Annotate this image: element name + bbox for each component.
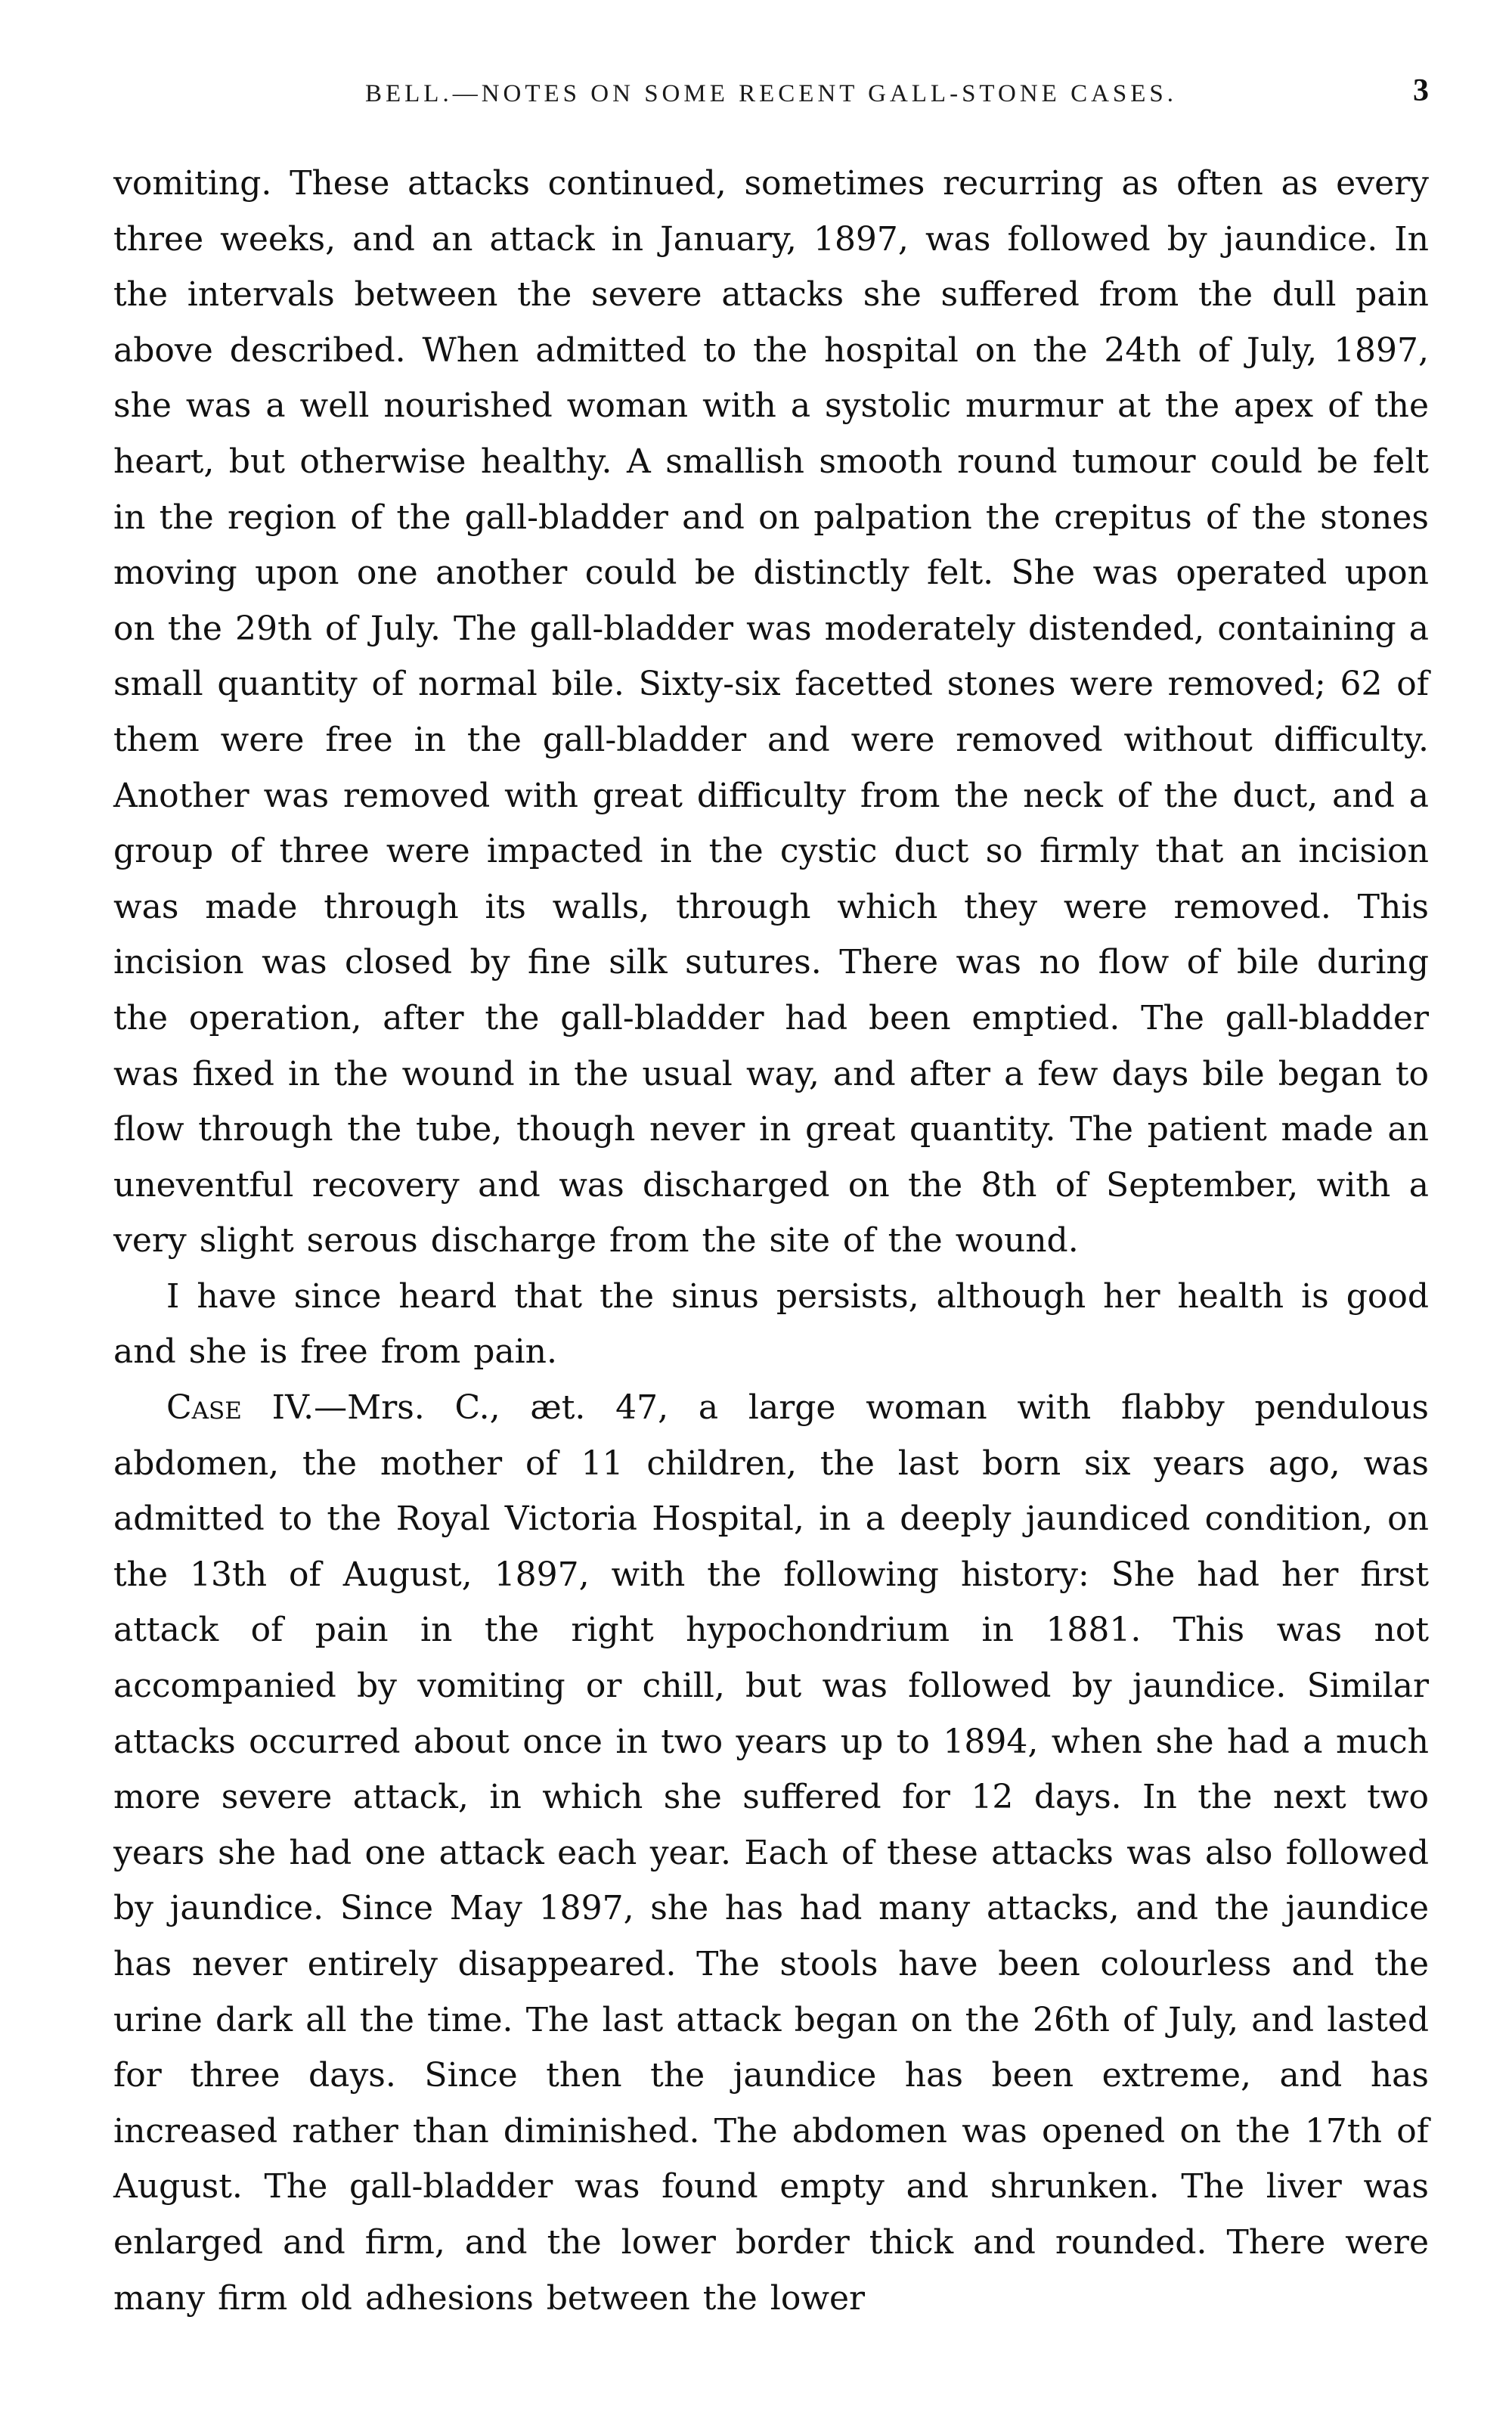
- body-text: [113, 156, 1429, 2326]
- running-title: BELL.—NOTES ON SOME RECENT GALL-STONE CASES.: [364, 80, 1178, 107]
- page-number: 3: [1413, 73, 1429, 108]
- paragraph-case-iv: [113, 1380, 1429, 2326]
- case-heading: Case IV.: [166, 1388, 314, 1428]
- running-header: [113, 73, 1429, 133]
- paragraph-follow-up: I have since heard that the sinus persists, although her health is good and she is free from pain.: [113, 1276, 1429, 1372]
- case-iv-text: —Mrs. C., æt. 47, a large woman with flabby pendulous abdomen, the mother of 11 children, the last born six years ago, was admitted to the Royal Victoria Hospital, in a deeply jaundiced condition, on the 13th of August, 1897, with the following history: She had her first attack of pain in the right hypochondrium in 1881. This was not accompanied by vomiting or chill, but was followed by jaundice. Similar attacks occurred about once in two years up to 1894, when she had a much more severe attack, in which she suffered for 12 days. In the next two years she had one attack each year. Each of these attacks was also followed by jaundice. Since May 1897, she has had many attacks, and the jaundice has never entirely disappeared. The stools have been colourless and the urine dark all the time. The last attack began on the 26th of July, and lasted for three days. Since then the jaundice has been extreme, and has increased rather than diminished. The abdomen was opened on the 17th of August. The gall-bladder was found empty and shrunken. The liver was enlarged and firm, and the lower border thick and rounded. There were many firm old adhesions between the lower: [113, 1388, 1430, 2318]
- paragraph-case-iii-continued: vomiting. These attacks continued, sometimes recurring as often as every three weeks, and an attack in January, 1897, was followed by jaundice. In the intervals between the severe attacks she suffered from the dull pain above described. When admitted to the hospital on the 24th of July, 1897, she was a well nourished woman with a systolic murmur at the apex of the heart, but otherwise healthy. A smallish smooth round tumour could be felt in the region of the gall-bladder and on palpation the crepitus of the stones moving upon one another could be distinctly felt. She was operated upon on the 29th of July. The gall-bladder was moderately distended, containing a small quantity of normal bile. Sixty-six facetted stones were removed; 62 of them were free in the gall-bladder and were removed without difficulty. Another was removed with great difficulty from the neck of the duct, and a group of three were impacted in the cystic duct so firmly that an incision was made through its walls, through which they were removed. This incision was closed by fine silk sutures. There was no flow of bile during the operation, after the gall-bladder had been emptied. The gall-bladder was fixed in the wound in the usual way, and after a few days bile began to flow through the tube, though never in great quantity. The patient made an uneventful recovery and was discharged on the 8th of September, with a very slight serous discharge from the site of the wound.: [113, 164, 1429, 1261]
